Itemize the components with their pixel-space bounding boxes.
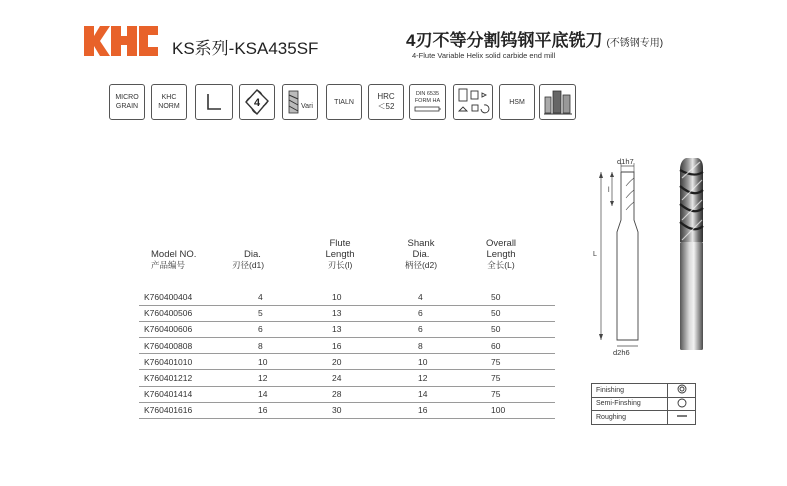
cell-flute-length: 28 (316, 386, 396, 402)
col-header-shank-dia (396, 238, 479, 289)
legend-symbol-semi-finishing (668, 397, 696, 411)
col-header-model (139, 238, 226, 289)
cell-shank-dia: 14 (396, 386, 479, 402)
cell-dia: 4 (226, 289, 316, 305)
four-flute-icon (239, 84, 275, 120)
tialn-coating-icon (326, 84, 362, 120)
col-header-overall-length-en: Overall Length (485, 238, 517, 260)
khc-norm-line-1: KHC (161, 94, 177, 101)
L-arrow-top (599, 172, 603, 178)
logo-letter-c (139, 26, 158, 56)
hrc-line-1: HRC (377, 92, 395, 101)
hsm-label: HSM (509, 98, 525, 106)
cell-shank-dia: 6 (396, 305, 479, 321)
khc-norm-line-2: NORM (158, 103, 180, 110)
material-icon (539, 84, 576, 120)
machining-legend (591, 383, 696, 425)
cell-dia: 14 (226, 386, 316, 402)
cell-overall-length: 60 (479, 338, 555, 354)
d1-label: d1h7 (617, 157, 634, 166)
cell-model: K760401414 (139, 386, 226, 402)
cell-overall-length: 75 (479, 370, 555, 386)
col-header-overall-length (479, 238, 555, 289)
end-mill-drawing (576, 156, 736, 356)
legend-label-roughing: Roughing (592, 411, 668, 425)
table-row (139, 370, 555, 386)
col-header-dia-en: Dia. (244, 249, 261, 260)
material-shape (543, 87, 573, 117)
end-mill-render (680, 158, 703, 350)
machining-directions-icon (453, 84, 493, 120)
product-title-main: 4刃不等分割钨钢平底铣刀 (406, 31, 603, 50)
col-header-flute-length-cn: 刃长(l) (327, 260, 353, 270)
l-arrow-top (610, 172, 614, 177)
col-header-model-cn: 产品编号 (151, 260, 186, 270)
col-header-flute-length-en: Flute Length (325, 238, 355, 260)
product-title-en: 4-Flute Variable Helix solid carbide end mill (412, 51, 556, 60)
cell-model: K760400404 (139, 289, 226, 305)
cell-dia: 10 (226, 354, 316, 370)
cell-dia: 5 (226, 305, 316, 321)
din-6535-icon (409, 84, 446, 120)
cell-shank-dia: 16 (396, 402, 479, 418)
table-row (139, 321, 555, 337)
cell-overall-length: 75 (479, 354, 555, 370)
cell-model: K760400506 (139, 305, 226, 321)
logo-letter-k (84, 26, 110, 56)
cell-model: K760401616 (139, 402, 226, 418)
col-header-model-en: Model NO. (151, 249, 197, 260)
col-header-shank-dia-cn: 柄径(d2) (404, 260, 438, 270)
cell-shank-dia: 8 (396, 338, 479, 354)
cell-flute-length: 20 (316, 354, 396, 370)
cell-dia: 12 (226, 370, 316, 386)
logo-letter-h (111, 26, 137, 56)
cell-model: K760400808 (139, 338, 226, 354)
l-label: l (608, 187, 610, 194)
variable-helix-icon (282, 84, 318, 120)
din-line-1: DIN 6535 (415, 91, 440, 97)
dimension-outline (617, 172, 638, 340)
table-row (139, 386, 555, 402)
machining-directions-shape (456, 87, 490, 117)
legend-row-roughing (592, 411, 696, 425)
cell-model: K760401212 (139, 370, 226, 386)
col-header-dia (226, 238, 316, 289)
khc-logo (84, 24, 158, 58)
cell-dia: 16 (226, 402, 316, 418)
legend-symbol-roughing (668, 411, 696, 425)
cell-overall-length: 75 (479, 386, 555, 402)
table-row (139, 338, 555, 354)
hrc-line-2: ＜52 (377, 102, 395, 111)
double-circle-icon (677, 384, 687, 394)
circle-icon (677, 398, 687, 408)
dash-icon (676, 413, 688, 419)
cell-flute-length: 30 (316, 402, 396, 418)
l-arrow-bottom (610, 201, 614, 206)
cell-flute-length: 24 (316, 370, 396, 386)
cell-model: K760400606 (139, 321, 226, 337)
legend-row-finishing (592, 384, 696, 398)
hrc-icon (368, 84, 404, 120)
spec-table (139, 238, 555, 419)
flat-end-shape (204, 92, 224, 112)
cell-flute-length: 16 (316, 338, 396, 354)
cell-shank-dia: 10 (396, 354, 479, 370)
legend-row-semi-finishing (592, 397, 696, 411)
legend-symbol-finishing (668, 384, 696, 398)
col-header-overall-length-cn: 全长(L) (487, 260, 515, 270)
tialn-label: TIALN (334, 98, 354, 106)
cell-overall-length: 100 (479, 402, 555, 418)
cell-dia: 6 (226, 321, 316, 337)
product-title-cn (406, 26, 663, 51)
cell-flute-length: 13 (316, 305, 396, 321)
khc-norm-icon (151, 84, 187, 120)
din-shank-shape (414, 105, 442, 113)
table-row (139, 402, 555, 418)
d2-label: d2h6 (613, 348, 630, 356)
table-row (139, 305, 555, 321)
micro-grain-icon (109, 84, 145, 120)
cell-model: K760401010 (139, 354, 226, 370)
table-header-row (139, 238, 555, 289)
cell-shank-dia: 4 (396, 289, 479, 305)
cell-overall-length: 50 (479, 321, 555, 337)
din-line-2: FORM HA (414, 98, 441, 104)
L-label: L (593, 251, 597, 258)
L-arrow-bottom (599, 334, 603, 340)
cell-flute-length: 13 (316, 321, 396, 337)
four-flute-number: 4 (253, 97, 261, 109)
table-row (139, 289, 555, 305)
cell-flute-length: 10 (316, 289, 396, 305)
cell-overall-length: 50 (479, 289, 555, 305)
series-title: KS系列-KSA435SF (172, 39, 319, 58)
legend-label-semi-finishing: Semi-Finshing (592, 397, 668, 411)
variable-helix-shape (287, 89, 301, 115)
cell-overall-length: 50 (479, 305, 555, 321)
legend-label-finishing: Finishing (592, 384, 668, 398)
table-row (139, 354, 555, 370)
cell-dia: 8 (226, 338, 316, 354)
col-header-flute-length (316, 238, 396, 289)
flat-end-icon (195, 84, 233, 120)
four-flute-shape (242, 87, 272, 117)
cell-shank-dia: 12 (396, 370, 479, 386)
hsm-icon (499, 84, 535, 120)
variable-helix-label: Vari (301, 102, 313, 110)
col-header-shank-dia-en: Shank Dia. (407, 238, 435, 260)
micro-grain-line-2: GRAIN (115, 103, 139, 110)
micro-grain-line-1: MICRO (115, 94, 139, 101)
col-header-dia-cn: 刃径(d1) (232, 260, 265, 270)
cell-shank-dia: 6 (396, 321, 479, 337)
product-title-note: (不锈钢专用) (606, 38, 664, 49)
